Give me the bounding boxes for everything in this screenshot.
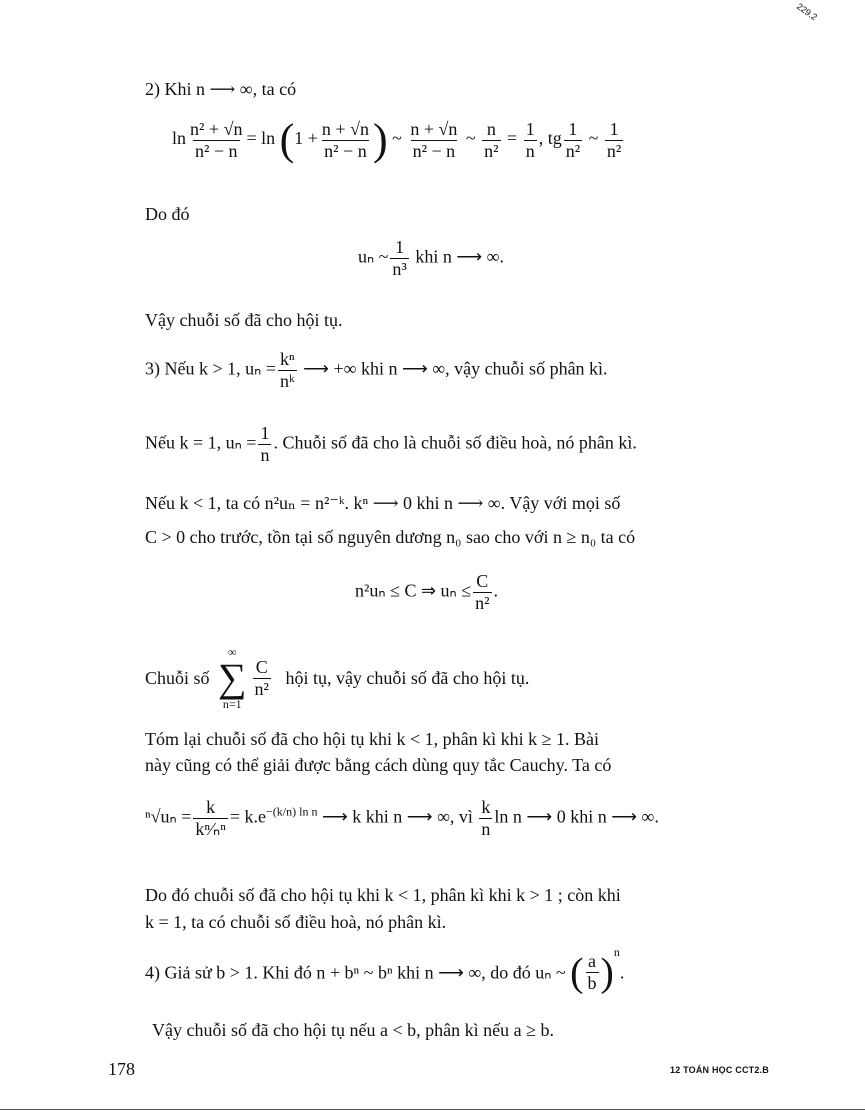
equals: = bbox=[507, 128, 518, 149]
tilde-2: ~ bbox=[465, 128, 476, 149]
part2-conclusion: Vậy chuỗi số đã cho hội tụ. bbox=[145, 310, 343, 330]
tilde-1: ~ bbox=[392, 128, 402, 149]
c-over-n2: $\frac{C}{\text{n²}}$ bbox=[475, 571, 490, 613]
fraction-2: $\frac{n + √n}{\text{n² − n}}$ bbox=[321, 118, 369, 161]
kn-over-nk: $\frac{\text{kⁿ}}{\text{nᵏ}}$ bbox=[279, 349, 295, 391]
cauchy-fraction: $\frac{k}{\text{kⁿ⁄ₙⁿ}}$ bbox=[195, 797, 226, 839]
one-over-n: $\frac{1}{n}$ bbox=[260, 423, 270, 465]
fraction-1: $\frac{\text{n² + √n}}{\text{n² − n}}$ bbox=[190, 118, 243, 161]
part2-equation bbox=[172, 115, 625, 164]
part4-line1: 4) Giả sử b > 1. Khi đó n + bⁿ ~ bⁿ khi n ⟶ ∞, do đó uₙ ~ ( $\frac{a}{b}$ )$^n$. bbox=[145, 945, 625, 995]
fraction-5: $\frac{1}{n}$ bbox=[525, 118, 535, 161]
tilde-3: ~ bbox=[588, 128, 599, 149]
bottom-rule bbox=[0, 1109, 865, 1110]
part4-power: n bbox=[613, 945, 620, 959]
summation: ∞ ∑ n=1 bbox=[218, 645, 247, 711]
one-plus: 1 + bbox=[294, 128, 318, 149]
cauchy-equation: ⁿ√uₙ = $\frac{k}{\text{kⁿ⁄ₙⁿ}}$ = $k.e^{-(k/n) ln n}$ ⟶ k khi n ⟶ ∞, vì $\frac{k}{n}$ ln n ⟶ 0 khi n ⟶ ∞. bbox=[145, 797, 659, 839]
page-number: 178 bbox=[108, 1059, 135, 1079]
do-do-label: Do đó bbox=[145, 204, 190, 224]
summary-line1: Tóm lại chuỗi số đã cho hội tụ khi k < 1, phân kì khi k ≥ 1. Bài bbox=[145, 729, 599, 749]
corner-mark: 229.2 bbox=[794, 1, 820, 23]
right-paren: ) bbox=[372, 115, 388, 164]
conclusion-line1: Do đó chuỗi số đã cho hội tụ khi k < 1, phân kì khi k > 1 ; còn khi bbox=[145, 885, 621, 905]
fraction-4: $\frac{n}{\text{n²}}$ bbox=[484, 118, 499, 161]
ln-prefix: ln bbox=[172, 128, 187, 149]
fraction-7: $\frac{1}{\text{n²}}$ bbox=[606, 118, 622, 161]
un-asymptotic: uₙ ~ $\frac{1}{\text{n³}}$ khi n ⟶ ∞. bbox=[358, 237, 504, 279]
part3-line4: C > 0 cho trước, tồn tại số nguyên dương n₀ sao cho với n ≥ n₀ ta có bbox=[145, 527, 636, 547]
part3-line1: 3) Nếu k > 1, uₙ = $\frac{\text{kⁿ}}{\text{nᵏ}}$ ⟶ +∞ khi n ⟶ ∞, vậy chuỗi số phân kì. bbox=[145, 349, 608, 391]
part2-heading: 2) Khi n ⟶ ∞, ta có bbox=[145, 79, 297, 99]
part3-inequality: n²uₙ ≤ C ⇒ uₙ ≤ $\frac{C}{\text{n²}}$ . bbox=[355, 571, 498, 613]
fraction-6: $\frac{1}{\text{n²}}$ bbox=[565, 118, 581, 161]
fraction-3: $\frac{n + √n}{\text{n² − n}}$ bbox=[410, 118, 458, 161]
part3-series: Chuỗi số ∞ ∑ n=1 $\frac{C}{\text{n²}}$ hội tụ, vậy chuỗi số đã cho hội tụ. bbox=[145, 645, 530, 711]
part3-line2: Nếu k = 1, uₙ = $\frac{1}{n}$ . Chuỗi số đã cho là chuỗi số điều hoà, nó phân kì. bbox=[145, 423, 637, 465]
k-over-n: $\frac{k}{n}$ bbox=[481, 797, 491, 839]
cauchy-exponent: −(k/n) ln n bbox=[266, 804, 318, 819]
tg-label: , tg bbox=[538, 128, 562, 149]
part4-line2: Vậy chuỗi số đã cho hội tụ nếu a < b, phân kì nếu a ≥ b. bbox=[152, 1020, 554, 1040]
a-over-b: $\frac{a}{b}$ bbox=[587, 951, 597, 993]
un-fraction: $\frac{1}{\text{n³}}$ bbox=[392, 237, 407, 279]
sigma-icon: ∑ bbox=[218, 655, 247, 700]
left-paren: ( bbox=[279, 115, 295, 164]
series-fraction: $\frac{C}{\text{n²}}$ bbox=[254, 656, 269, 699]
series-label: Chuỗi số bbox=[145, 668, 210, 688]
footer-code: 12 TOÁN HỌC CCT2.B bbox=[670, 1065, 769, 1075]
eq-ln-mid: = ln bbox=[246, 128, 276, 149]
part3-line3: Nếu k < 1, ta có n²uₙ = n²⁻ᵏ. kⁿ ⟶ 0 khi n ⟶ ∞. Vậy với mọi số bbox=[145, 493, 621, 513]
summary-line2: này cũng có thể giải được bằng cách dùng quy tắc Cauchy. Ta có bbox=[145, 755, 612, 775]
conclusion-line2: k = 1, ta có chuỗi số điều hoà, nó phân kì. bbox=[145, 912, 447, 932]
